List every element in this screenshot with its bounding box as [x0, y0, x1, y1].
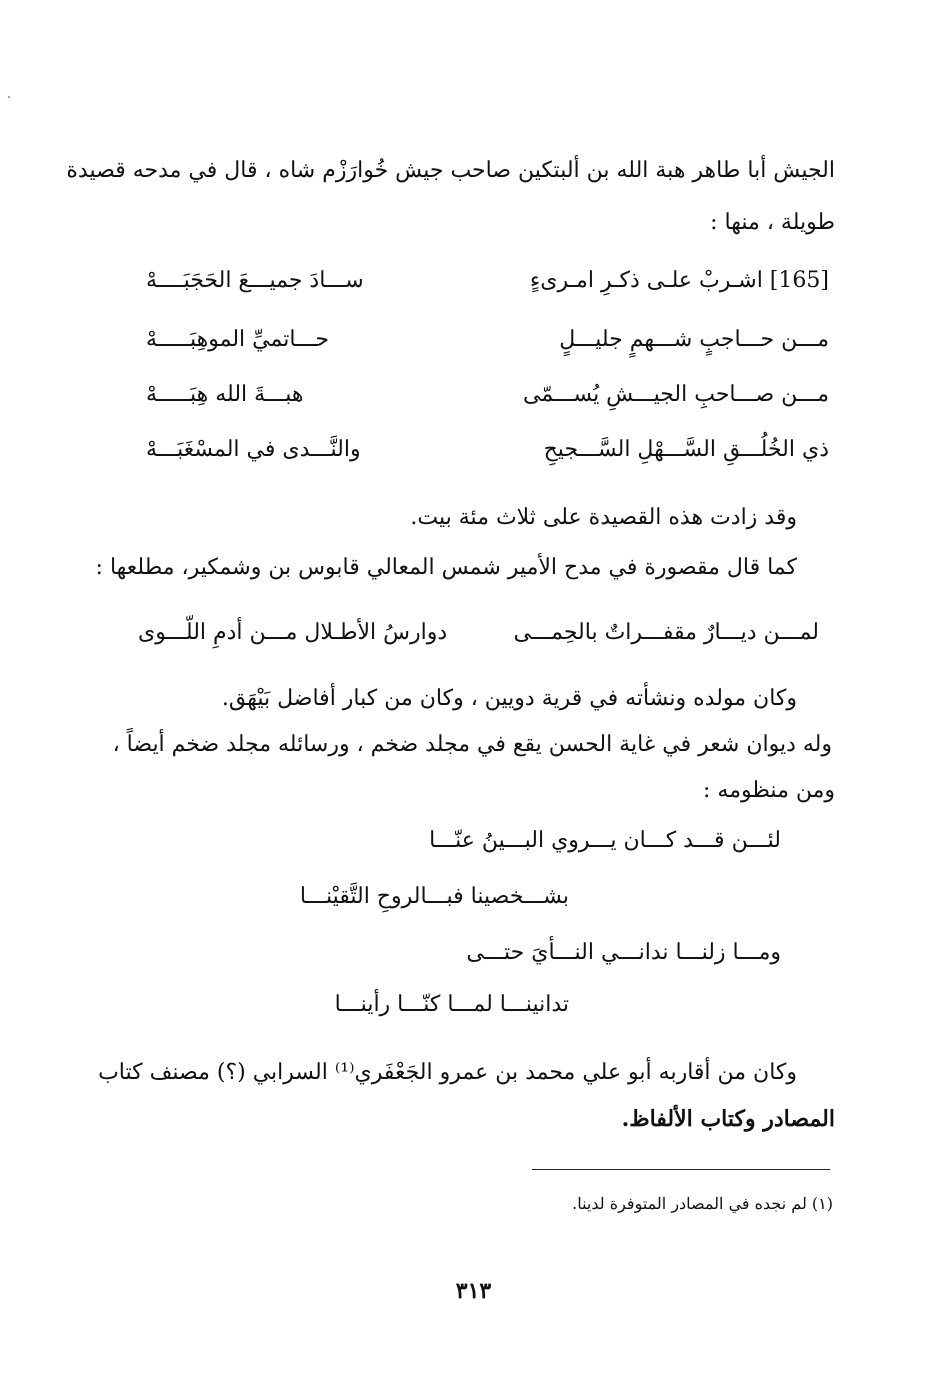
poem-1-verse-3-second-hemistich: هبـــةَ الله هِبَـــــهْ [146, 382, 304, 407]
poem-2-second-hemistich: دوارسُ الأطـلال مـــن أدمِ اللّـــوى [138, 620, 448, 645]
footnote-separator [532, 1169, 830, 1170]
poem-1-verse-4-first-hemistich: ذي الخُلُـــقِ السَّـــهْلِ السَّـــجيحِ [543, 437, 829, 462]
paragraph-1-line-2: طويلة ، منها : [710, 210, 835, 235]
paragraph-5-line-1: وله ديوان شعر في غاية الحسن يقع في مجلد ضخم ، ورسائله مجلد ضخم أيضاً ، [112, 732, 832, 757]
paragraph-6-line-2-book-titles: المصادر وكتاب الألفاظ. [621, 1106, 835, 1132]
footnote: (١) لم نجده في المصادر المتوفرة لدينا. [572, 1194, 833, 1213]
paragraph-1-line-1: الجيش أبا طاهر هبة الله بن ألبتكين صاحب جيش خُوارَزْم شاه ، قال في مدحه قصيدة [66, 158, 835, 183]
paragraph-4: وكان مولده ونشأته في قرية دويين ، وكان من كبار أفاضل بَيْهَق. [221, 686, 797, 711]
paragraph-2: وقد زادت هذه القصيدة على ثلاث مئة بيت. [410, 505, 797, 530]
poem-1-verse-1-first-hemistich: [165] اشـربْ علـى ذكـرِ امـرىءٍ [529, 268, 829, 293]
paragraph-3: كما قال مقصورة في مدح الأمير شمس المعالي قابوس بن وشمكير، مطلعها : [95, 555, 797, 580]
poem-3-line-1: لئـــن قـــد كـــان يـــروي البـــينُ عنّـــا [429, 828, 781, 853]
poem-3-line-4: تدانينـــا لمـــا كنّـــا رأينـــا [334, 992, 569, 1017]
poem-3-line-2: بشـــخصينا فبـــالروحِ التَّقيْنـــا [299, 884, 569, 909]
poem-1-verse-1-second-hemistich: ســـادَ جميـــعَ الحَجَبَــــهْ [146, 268, 364, 293]
poem-1-verse-2-second-hemistich: حـــاتميِّ الموهِبَـــــهْ [146, 327, 329, 352]
poem-1-verse-4-second-hemistich: والنَّـــدى في المسْغَبَـــهْ [146, 437, 361, 462]
poem-1-verse-3-first-hemistich: مـــن صـــاحبِ الجيـــشِ يُســـمّى [523, 382, 829, 407]
paragraph-5-line-2: ومن منظومه : [703, 778, 835, 803]
poem-2-first-hemistich: لمـــن ديـــارٌ مقفـــراتٌ بالحِمـــى [513, 620, 819, 645]
scan-speck [8, 96, 10, 98]
poem-3-line-3: ومـــا زلنـــا ندانـــي النـــأيَ حتـــى [466, 940, 781, 965]
page-number: ٣١٣ [455, 1278, 492, 1304]
poem-1-verse-2-first-hemistich: مـــن حـــاجبٍ شـــهمٍ جليـــلٍ [559, 327, 829, 352]
paragraph-6-line-1: وكان من أقاربه أبو علي محمد بن عمرو الجَعْفَري⁽¹⁾ السرابي (؟) مصنف كتاب [98, 1060, 797, 1085]
